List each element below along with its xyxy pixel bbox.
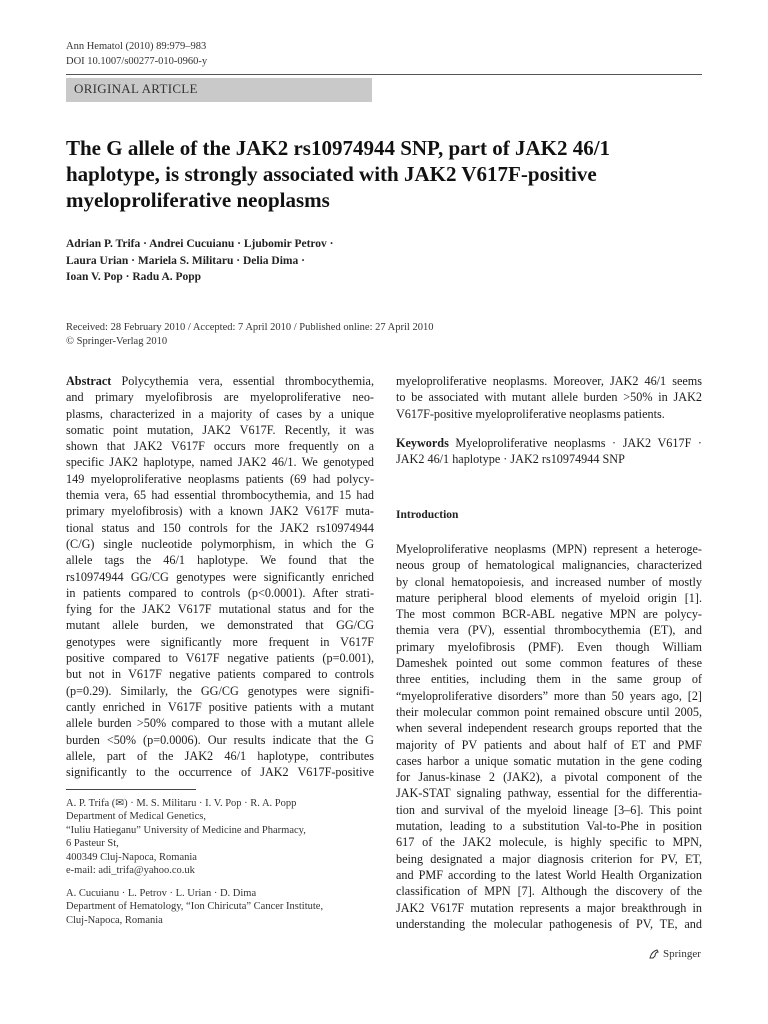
abstract-line: (p=0.29). Similarly, the GG/CG genotypes were signifi- [66, 683, 374, 698]
abstract-continuation [396, 373, 702, 422]
intro-line: Myeloproliferative neoplasms (MPN) represent a heteroge- [396, 542, 702, 556]
abstract-line: positive compared to V617F negative patients (p=0.001), [66, 651, 374, 666]
intro-line: “myeloproliferative disorders” more than 50 years ago, [2] [396, 688, 702, 703]
affiliation-line: Department of Hematology, “Ion Chiricuta” Cancer Institute, [66, 901, 324, 913]
authors-line-1: Adrian P. Trifa · Andrei Cucuianu · Ljubomir Petrov · [66, 238, 334, 250]
affiliation-line: A. P. Trifa (✉) · M. S. Militaru · I. V. Pop · R. A. Popp [66, 798, 297, 809]
abstract-line: burden <50% (p=0.0006). Our results indicate that the G [66, 732, 374, 747]
intro-line: mature peripheral blood elements of myeloid origin [1]. [396, 590, 702, 605]
doi[interactable]: DOI 10.1007/s00277-010-0960-y [66, 56, 208, 67]
abstract-line: somatic point mutation, JAK2 V617F. Recently, it was [66, 422, 374, 437]
abstract-line [66, 373, 374, 389]
title-line-2: haplotype, is strongly associated with JAK2 V617F-positive [66, 162, 597, 186]
article-title [66, 135, 706, 213]
title-line-3: myeloproliferative neoplasms [66, 188, 330, 212]
introduction-heading: Introduction [396, 509, 459, 521]
affiliation-line: A. Cucuianu · L. Petrov · L. Urian · D. Dima [66, 888, 257, 899]
intro-line: majority of PV patients and about half of ET and PMF [396, 737, 702, 752]
abstract-line: significantly to the occurrence of JAK2 V617F-positive [66, 765, 374, 780]
abstract-line: rs10974944 GG/CG genotypes were significantly enriched [66, 569, 374, 584]
abstract-line: 149 myeloproliferative neoplasms patients (69 had polycy- [66, 471, 374, 486]
abstract-line: mutant allele burden, we demonstrated that GG/CG [66, 618, 374, 633]
copyright: © Springer-Verlag 2010 [66, 336, 168, 347]
intro-line: when several independent research groups reported that the [396, 721, 702, 736]
keywords-label: Keywords [396, 436, 449, 450]
publisher-logo [648, 948, 701, 960]
intro-line: their molecular common point remained obscure until 2005, [396, 704, 702, 719]
publisher-name: Springer [663, 948, 701, 960]
abstract-line: themia vera, 65 had essential thrombocythemia, and 15 had [66, 488, 374, 503]
intro-line: classification of MPN [7]. Although the discovery of the [396, 884, 702, 899]
abstract-cont-line: myeloproliferative neoplasms. Moreover, JAK2 46/1 seems [396, 374, 702, 388]
affiliation-block-2 [66, 887, 376, 927]
intro-line: three entities, including them in the same group of [396, 672, 702, 687]
abstract-line: fying for the JAK2 V617F mutational status and for the [66, 602, 374, 617]
abstract-text: Polycythemia vera, essential thrombocythemia, [111, 374, 374, 388]
title-line-1: The G allele of the JAK2 rs10974944 SNP, part of JAK2 46/1 [66, 136, 611, 160]
abstract-line: allele burden >50% compared to those with a mutant allele [66, 716, 374, 731]
affiliation-line: 6 Pasteur St, [66, 838, 119, 850]
received-dates: Received: 28 February 2010 / Accepted: 7 April 2010 / Published online: 27 April 2010 [66, 322, 434, 333]
intro-line: understanding the molecular pathogenesis of PV, TE, and [396, 916, 702, 931]
abstract-line: genotypes were significantly more frequent in V617F [66, 634, 374, 649]
keywords-line-2: JAK2 46/1 haplotype · JAK2 rs10974944 SNP [396, 452, 625, 467]
keywords-line-1: Myeloproliferative neoplasms · JAK2 V617F · [448, 436, 702, 450]
affiliation-rule [66, 789, 196, 790]
intro-line: 617 of the JAK2 molecule, is highly specific to MPN, [396, 835, 702, 850]
authors-line-2: Laura Urian · Mariela S. Militaru · Delia Dima · [66, 254, 305, 267]
abstract-cont-line: to be associated with mutant allele burden >50% in JAK2 [396, 390, 702, 405]
abstract-line: and primary myelofibrosis are myeloproliferative neo- [66, 390, 374, 405]
affiliation-line: e-mail: adi_trifa@yahoo.co.uk [66, 865, 195, 877]
abstract-line: allele tags the 46/1 haplotype. We found that the [66, 553, 374, 568]
abstract-label: Abstract [66, 374, 112, 388]
abstract-line: tional status and 150 controls for the JAK2 rs10974944 [66, 520, 374, 535]
intro-line: themia vera (PV), essential thrombocythemia (ET), and [396, 623, 702, 638]
intro-line: by clonal hematopoiesis, and increased number of mostly [396, 574, 702, 589]
abstract-cont-line: V617F-positive myeloproliferative neoplasms patients. [396, 406, 665, 421]
abstract-line: shown that JAK2 V617F occurs more frequently on a [66, 439, 374, 454]
article-type-banner [66, 78, 372, 102]
author-list [66, 236, 466, 286]
abstract-line: specific JAK2 haplotype, named JAK2 46/1. We genotyped [66, 455, 374, 470]
affiliation-line: Cluj-Napoca, Romania [66, 914, 163, 926]
abstract-line: in patients compared to controls (p<0.0001). After strati- [66, 585, 374, 600]
intro-line: neous group of hematological malignancies, characterized [396, 558, 702, 573]
intro-line: mutation, leading to a substitution Val-to-Phe in position [396, 819, 702, 834]
authors-line-3: Ioan V. Pop · Radu A. Popp [66, 271, 202, 283]
introduction-body [396, 541, 702, 932]
publication-dates [66, 321, 666, 349]
abstract-line: allele, part of the JAK2 46/1 haplotype, contributes [66, 748, 374, 763]
affiliation-line: “Iuliu Hatieganu” University of Medicine and Pharmacy, [66, 824, 306, 836]
intro-line: JAK-STAT signaling pathway, essential for the differentia- [396, 786, 702, 801]
intro-line: JAK2 V617F mutation represents a major breakthrough in [396, 900, 702, 915]
affiliation-block-1 [66, 797, 376, 877]
abstract-line: plasms, characterized in a majority of cases by a unique [66, 406, 374, 421]
abstract-line: (C/G) single nucleotide polymorphism, in which the G [66, 536, 374, 551]
keywords [396, 435, 702, 468]
abstract-line: cantly enriched in V617F positive patients with a mutant [66, 699, 374, 714]
affiliation-line: 400349 Cluj-Napoca, Romania [66, 851, 197, 863]
header-rule [66, 74, 702, 75]
intro-line: being designated a major diagnosis criterion for PV, ET, [396, 851, 702, 866]
abstract-line: primary myelofibrosis) with a known JAK2 V617F muta- [66, 504, 374, 519]
abstract [66, 373, 374, 780]
affiliation-line: Department of Medical Genetics, [66, 811, 206, 823]
intro-line: for Janus-kinase 2 (JAK2), a pivotal component of the [396, 770, 702, 785]
abstract-line: but not in V617F negative patients compared to controls [66, 667, 374, 682]
article-type-label: ORIGINAL ARTICLE [74, 81, 198, 96]
intro-line: and PMF according to the latest World Health Organization [396, 867, 702, 882]
journal-citation: Ann Hematol (2010) 89:979–983 [66, 41, 207, 52]
intro-line: cases harbor a unique somatic mutation in the gene coding [396, 753, 702, 768]
intro-line: primary myelofibrosis (PMF). Even though William [396, 639, 702, 654]
intro-line: tion and survival of the myeloid lineage [3–6]. This point [396, 802, 702, 817]
intro-line: Dameshek pointed out some common features of these [396, 656, 702, 671]
intro-line: The most common BCR-ABL negative MPN are polycy- [396, 607, 702, 622]
springer-horse-icon [648, 948, 660, 960]
